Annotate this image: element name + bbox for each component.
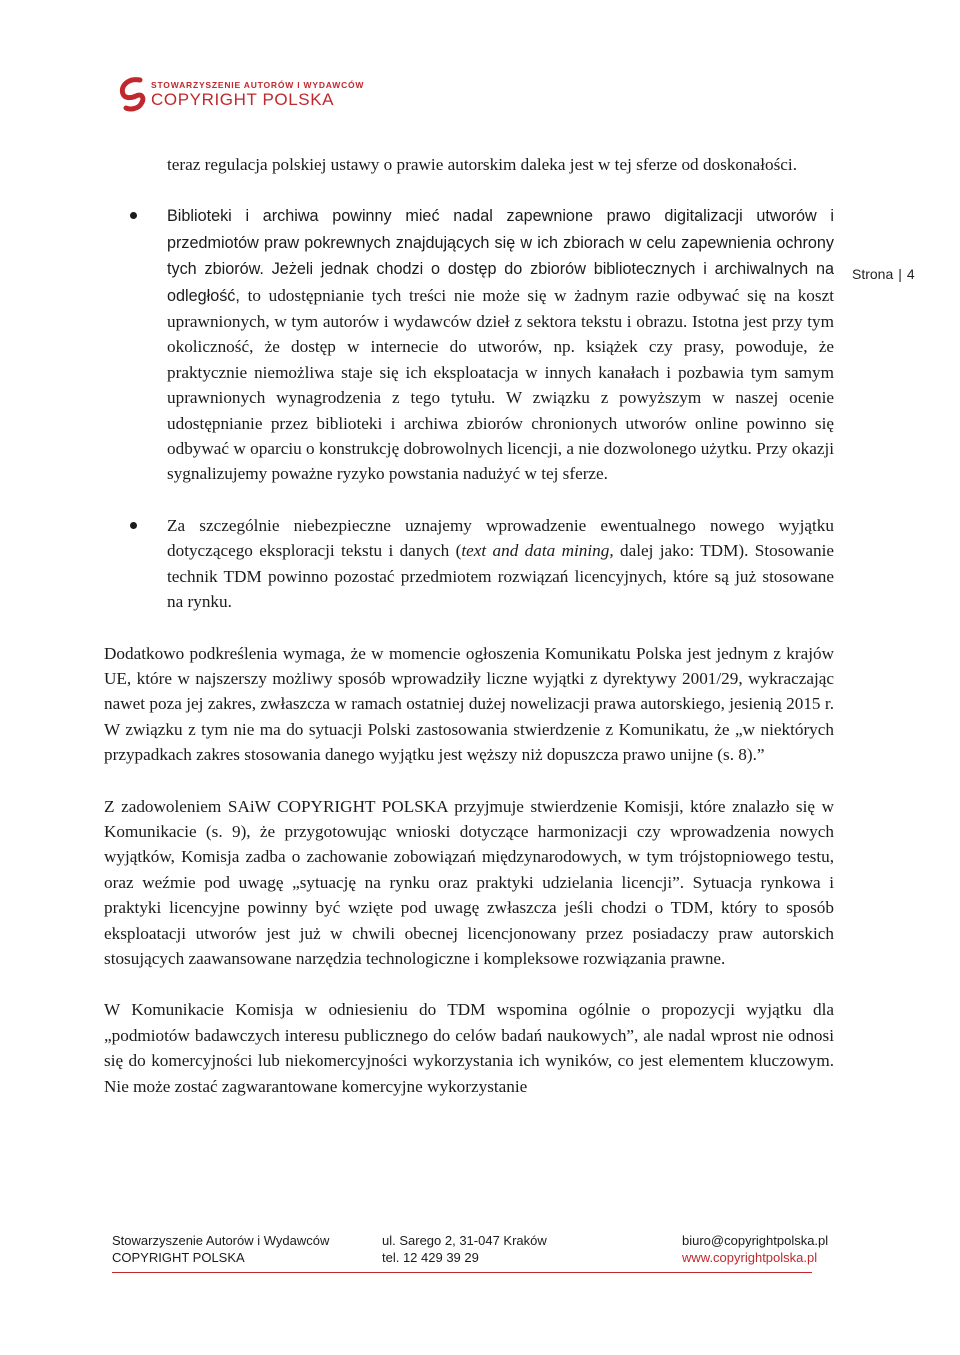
bullet-text [167,203,834,486]
logo-mark-icon [118,76,148,112]
page-separator: | [898,266,902,282]
logo-org-name-big: COPYRIGHT POLSKA [151,90,335,109]
page-label: Strona [852,266,894,282]
document-body [104,152,834,1099]
page-number: 4 [906,266,915,282]
footer-org-line2: COPYRIGHT POLSKA [112,1250,245,1265]
bullet-text-before: Za szczególnie niebezpieczne uznajemy wprowadzenie ewentualnego nowego wyjątku dotyczącego eksploracji tekstu i danych ( [167,515,834,561]
paragraph-w-komunikacie: W Komunikacie Komisja w odniesieniu do TDM wspomina ogólnie o propozycji wyjątku dla „podmiotów badawczych interesu publicznego do celów badań naukowych”, ale nadal wprost nie odnosi się do komercyjności lub niekomercyjności wykorzystania ich wyników, co jest elementem kluczowym. Nie może zostać zagwarantowane komercyjne wykorzystanie [104,1000,834,1096]
page-number-marker [852,266,915,282]
paragraph-z-zadowoleniem: Z zadowoleniem SAiW COPYRIGHT POLSKA przyjmuje stwierdzenie Komisji, które znalazło się w Komunikacie (s. 9), że przygotowując wnioski dotyczące harmonizacji czy wprowadzenia nowych wyjątków, Komisja zadba o zachowanie zobowiązań międzynarodowych, w tym trójstopniowego testu, oraz weźmie pod uwagę „sytuację na rynku oraz praktyki udzielania licencji”. Sytuacja rynkowa i praktyki licencyjne powinny być wzięte pod uwagę zwłaszcza jeśli chodzi o TDM, który to sposób eksploatacji utworów jest już w chwili obecnej licencjonowany przez posiadaczy praw autorskich stosujących zaawansowane narzędzia technologiczne i kompleksowe rozwiązania prawne. [104,796,834,968]
bullet-text-italic: text and data mining, [461,541,614,561]
bullet-item-tdm [167,513,834,615]
footer-street: ul. Sarego 2, 31-047 Kraków [382,1233,547,1248]
paragraph-dodatkowo: Dodatkowo podkreślenia wymaga, że w momencie ogłoszenia Komunikatu Polska jest jednym z krajów UE, które w najszerszy możliwy sposób wprowadziły liczne wyjątki z dyrektywy 2001/29, wykraczając nawet poza jej zakres, zwłaszcza w ramach ostatniej dużej nowelizacji prawa autorskiego, jesienią 2015 r. W związku z tym nie ma do sytuacji Polski zastosowania stwierdzenie z Komunikatu, że „w niektórych przypadkach zakres stosowania danego wyjątku jest węższy niż dopuszcza prawo unijne (s. 8).” [104,643,834,765]
footer-org [112,1232,329,1266]
bullet-icon [130,522,137,529]
continuation-paragraph: teraz regulacja polskiej ustawy o prawie autorskim daleka jest w tej sferze od doskonałości. [167,155,797,174]
bullet-text [167,513,834,615]
footer-phone: tel. 12 429 39 29 [382,1250,479,1265]
footer-divider [112,1272,812,1273]
footer-contact [682,1232,828,1266]
footer-website-link[interactable]: www.copyrightpolska.pl [682,1250,818,1265]
footer-address [382,1232,547,1266]
bullet-text-after: dalej jako: TDM). Stosowanie technik TDM powinno pozostać przedmiotem rozwiązań licencyjnych, które są już stosowane na rynku. [167,541,835,612]
bullet-item-libraries [167,203,834,486]
logo-org-name-small: STOWARZYSZENIE AUTORÓW I WYDAWCÓW [151,80,365,90]
bullet-icon [130,212,137,219]
bullet-text-sans: Biblioteki i archiwa powinny mieć nadal zapewnione prawo digitalizacji utworów i przedmiotów praw pokrewnych znajdujących się w ich zbiorach w celu zapewnienia ochrony tych zbiorów. Jeżeli jednak chodzi o dostęp do zbiorów bibliotecznych i archiwalnych na odległość, [167,207,834,305]
bullet-list [104,203,834,614]
footer-email-link[interactable]: biuro@copyrightpolska.pl [682,1233,829,1248]
bullet-text-serif: to udostępnianie tych treści nie może się w żadnym razie odbywać się na koszt uprawnionych, w tym autorów i wydawców dzieł z sektora tekstu i obrazu. Istotna jest przy tym okoliczność, że dostęp w internecie do utworów, np. książek czy prasy, powoduje, że praktycznie niemożliwa staje się ich eksploatacja w innych kanałach i pozbawia tym samym uprawnionych wynagrodzenia z tego tytułu. W związku z powyższym w naszej ocenie udostępnianie przez biblioteki i archiwa zbiorów chronionych utworów online powinno się odbywać w oparciu o konstrukcję dobrowolnych licencji, a nie dozwolonego użytku. Przy okazji sygnalizujemy poważne ryzyko powstania nadużyć w tej sferze. [167,285,834,484]
footer-org-line1: Stowarzyszenie Autorów i Wydawców [112,1233,330,1248]
